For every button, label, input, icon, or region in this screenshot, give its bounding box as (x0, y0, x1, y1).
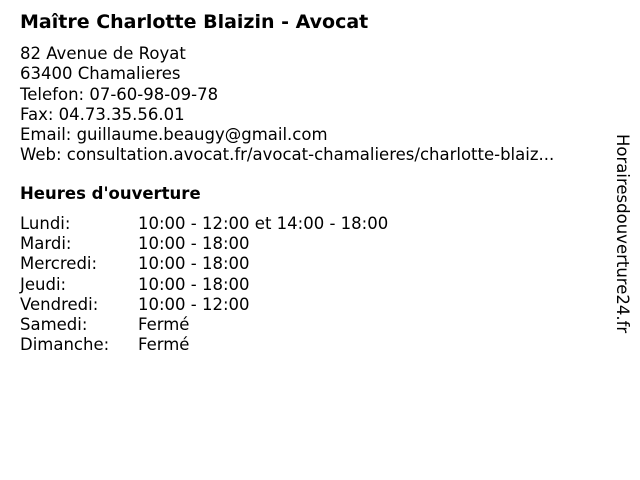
opening-hours-table (20, 214, 388, 355)
phone-number: Telefon: 07-60-98-09-78 (20, 84, 219, 104)
hours-row-wednesday (20, 254, 388, 274)
hours-heading: Heures d'ouverture (20, 184, 201, 203)
day-label: Dimanche: (20, 335, 110, 355)
hours-value: 10:00 - 12:00 et 14:00 - 18:00 (138, 214, 389, 233)
email-address: Email: guillaume.beaugy@gmail.com (20, 125, 328, 145)
fax-number: Fax: 04.73.35.56.01 (20, 104, 185, 124)
hours-value: 10:00 - 18:00 (138, 234, 250, 254)
hours-row-monday (20, 214, 388, 234)
city-postcode: 63400 Chamalieres (20, 64, 181, 84)
hours-value: 10:00 - 18:00 (138, 254, 250, 274)
street-address: 82 Avenue de Royat (20, 44, 186, 63)
day-label: Mardi: (20, 234, 72, 254)
hours-row-thursday (20, 275, 388, 295)
contact-details (20, 44, 554, 166)
listing-title: Maître Charlotte Blaizin - Avocat (20, 11, 369, 33)
website-link: Web: consultation.avocat.fr/avocat-chamalieres/charlotte-blaiz... (20, 145, 555, 165)
hours-value: 10:00 - 18:00 (138, 274, 250, 294)
day-label: Vendredi: (20, 294, 99, 314)
hours-row-tuesday (20, 234, 388, 254)
hours-value: Fermé (138, 335, 190, 355)
day-label: Jeudi: (20, 274, 67, 294)
day-label: Lundi: (20, 214, 71, 233)
hours-row-friday (20, 295, 388, 315)
day-label: Mercredi: (20, 254, 98, 274)
day-label: Samedi: (20, 315, 88, 335)
hours-value: 10:00 - 12:00 (138, 294, 250, 314)
hours-row-saturday (20, 315, 388, 335)
hours-value: Fermé (138, 315, 190, 335)
hours-row-sunday (20, 335, 388, 355)
site-brand: Horairesdouverture24.fr (613, 134, 632, 334)
